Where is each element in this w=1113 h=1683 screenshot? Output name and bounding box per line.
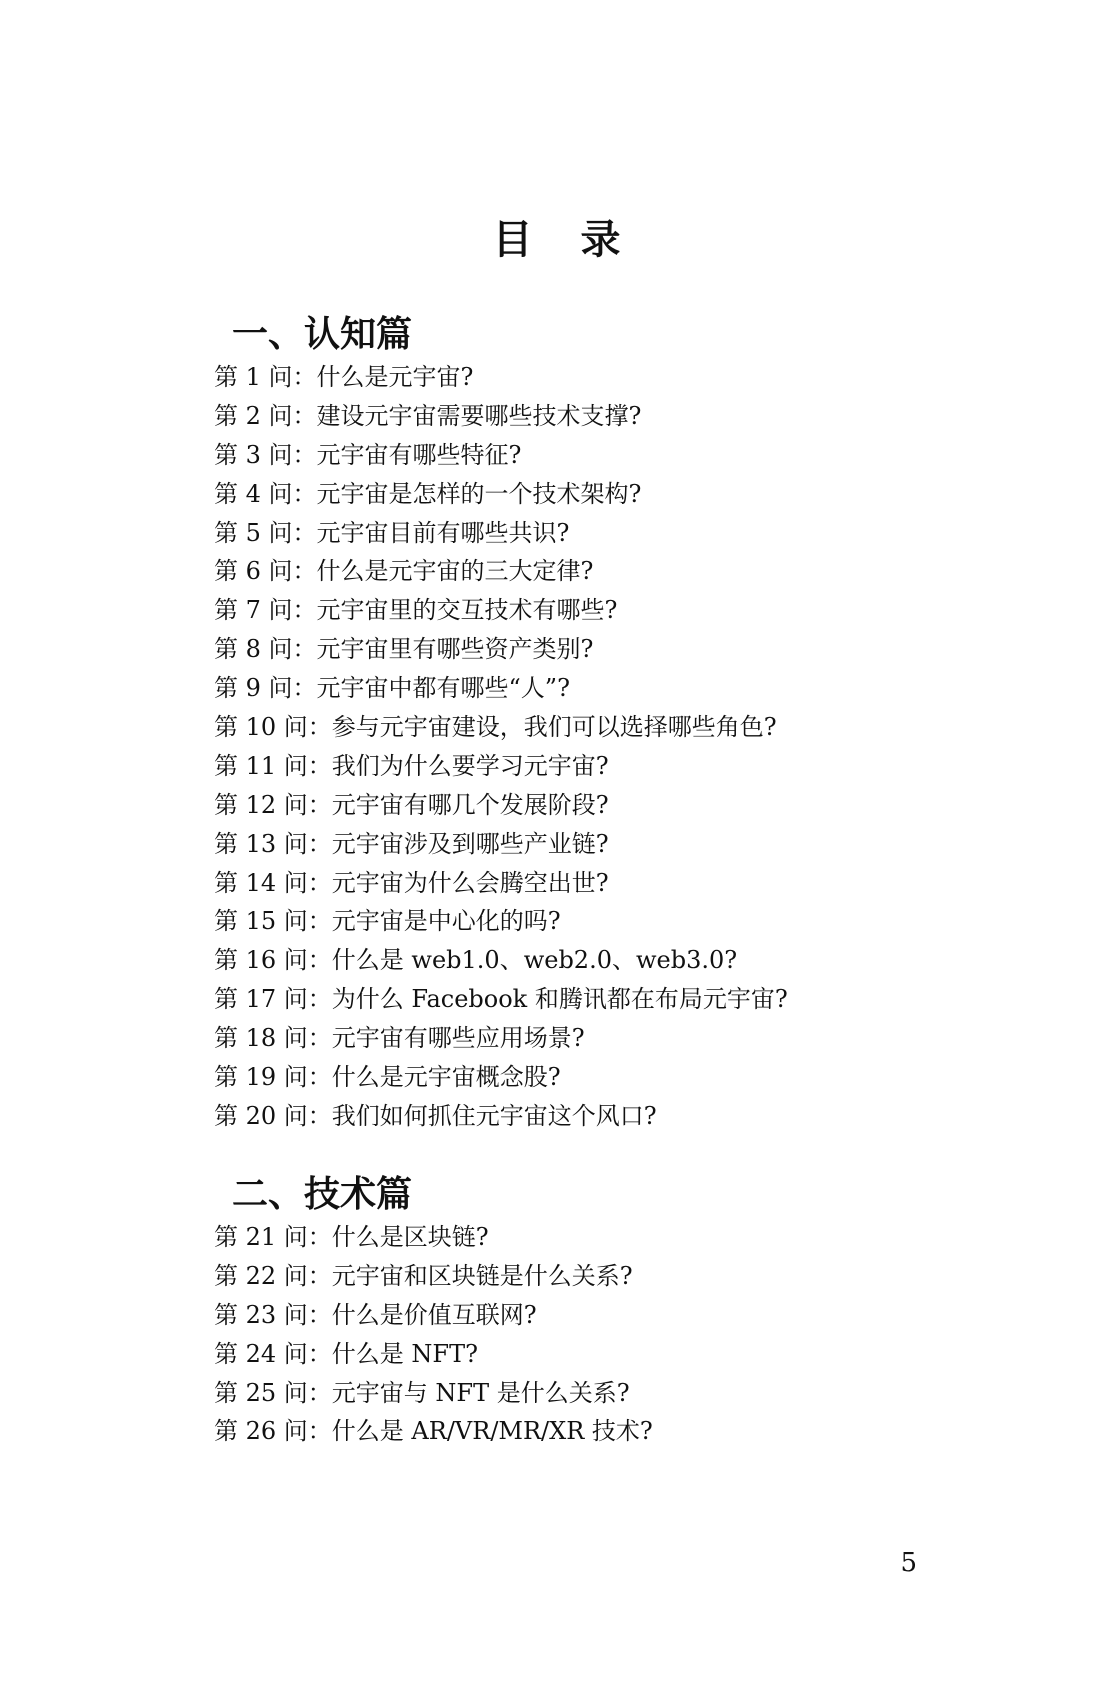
section-heading: 一、认知篇 xyxy=(232,314,413,355)
toc-entry: 第 15 问：元宇宙是中心化的吗? xyxy=(214,907,561,936)
question-list xyxy=(214,358,914,1136)
toc-entry: 第 23 问：什么是价值互联网? xyxy=(214,1300,537,1329)
toc-entry: 第 26 问：什么是 AR/VR/MR/XR 技术? xyxy=(214,1417,653,1446)
toc-entry: 第 14 问：元宇宙为什么会腾空出世? xyxy=(214,868,609,897)
section-cognition xyxy=(214,312,914,1136)
toc-entry: 第 5 问：元宇宙目前有哪些共识? xyxy=(214,518,570,547)
toc-entry: 第 1 问：什么是元宇宙? xyxy=(214,363,474,391)
toc-entry: 第 21 问：什么是区块链? xyxy=(214,1223,489,1251)
toc-entry: 第 11 问：我们为什么要学习元宇宙? xyxy=(214,751,609,780)
toc-entry: 第 4 问：元宇宙是怎样的一个技术架构? xyxy=(214,479,642,508)
toc-entry: 第 19 问：什么是元宇宙概念股? xyxy=(214,1063,561,1092)
toc-entry: 第 9 问：元宇宙中都有哪些“人”? xyxy=(214,674,570,703)
toc-entry: 第 7 问：元宇宙里的交互技术有哪些? xyxy=(214,596,618,625)
page-number: 5 xyxy=(900,1548,917,1578)
toc-entry: 第 2 问：建设元宇宙需要哪些技术支撑? xyxy=(214,401,642,430)
toc-entry: 第 6 问：什么是元宇宙的三大定律? xyxy=(214,557,594,586)
toc-entry: 第 8 问：元宇宙里有哪些资产类别? xyxy=(214,635,594,664)
toc-title: 目录 xyxy=(492,217,669,263)
section-technology xyxy=(214,1172,914,1451)
toc-entry: 第 22 问：元宇宙和区块链是什么关系? xyxy=(214,1261,633,1290)
toc-entry: 第 17 问：为什么 Facebook 和腾讯都在布局元宇宙? xyxy=(214,985,788,1014)
toc-entry: 第 24 问：什么是 NFT? xyxy=(214,1339,478,1368)
section-heading: 二、技术篇 xyxy=(232,1174,413,1215)
toc-entry: 第 16 问：什么是 web1.0、web2.0、web3.0? xyxy=(214,946,738,975)
toc-entry: 第 13 问：元宇宙涉及到哪些产业链? xyxy=(214,829,609,858)
toc-entry: 第 25 问：元宇宙与 NFT 是什么关系? xyxy=(214,1378,630,1407)
toc-entry: 第 3 问：元宇宙有哪些特征? xyxy=(214,440,522,469)
question-list xyxy=(214,1218,914,1451)
toc-entry: 第 20 问：我们如何抓住元宇宙这个风口? xyxy=(214,1101,657,1130)
toc-entry: 第 12 问：元宇宙有哪几个发展阶段? xyxy=(214,790,609,819)
toc-entry: 第 18 问：元宇宙有哪些应用场景? xyxy=(214,1024,585,1053)
toc-entry: 第 10 问：参与元宇宙建设，我们可以选择哪些角色? xyxy=(214,713,777,742)
